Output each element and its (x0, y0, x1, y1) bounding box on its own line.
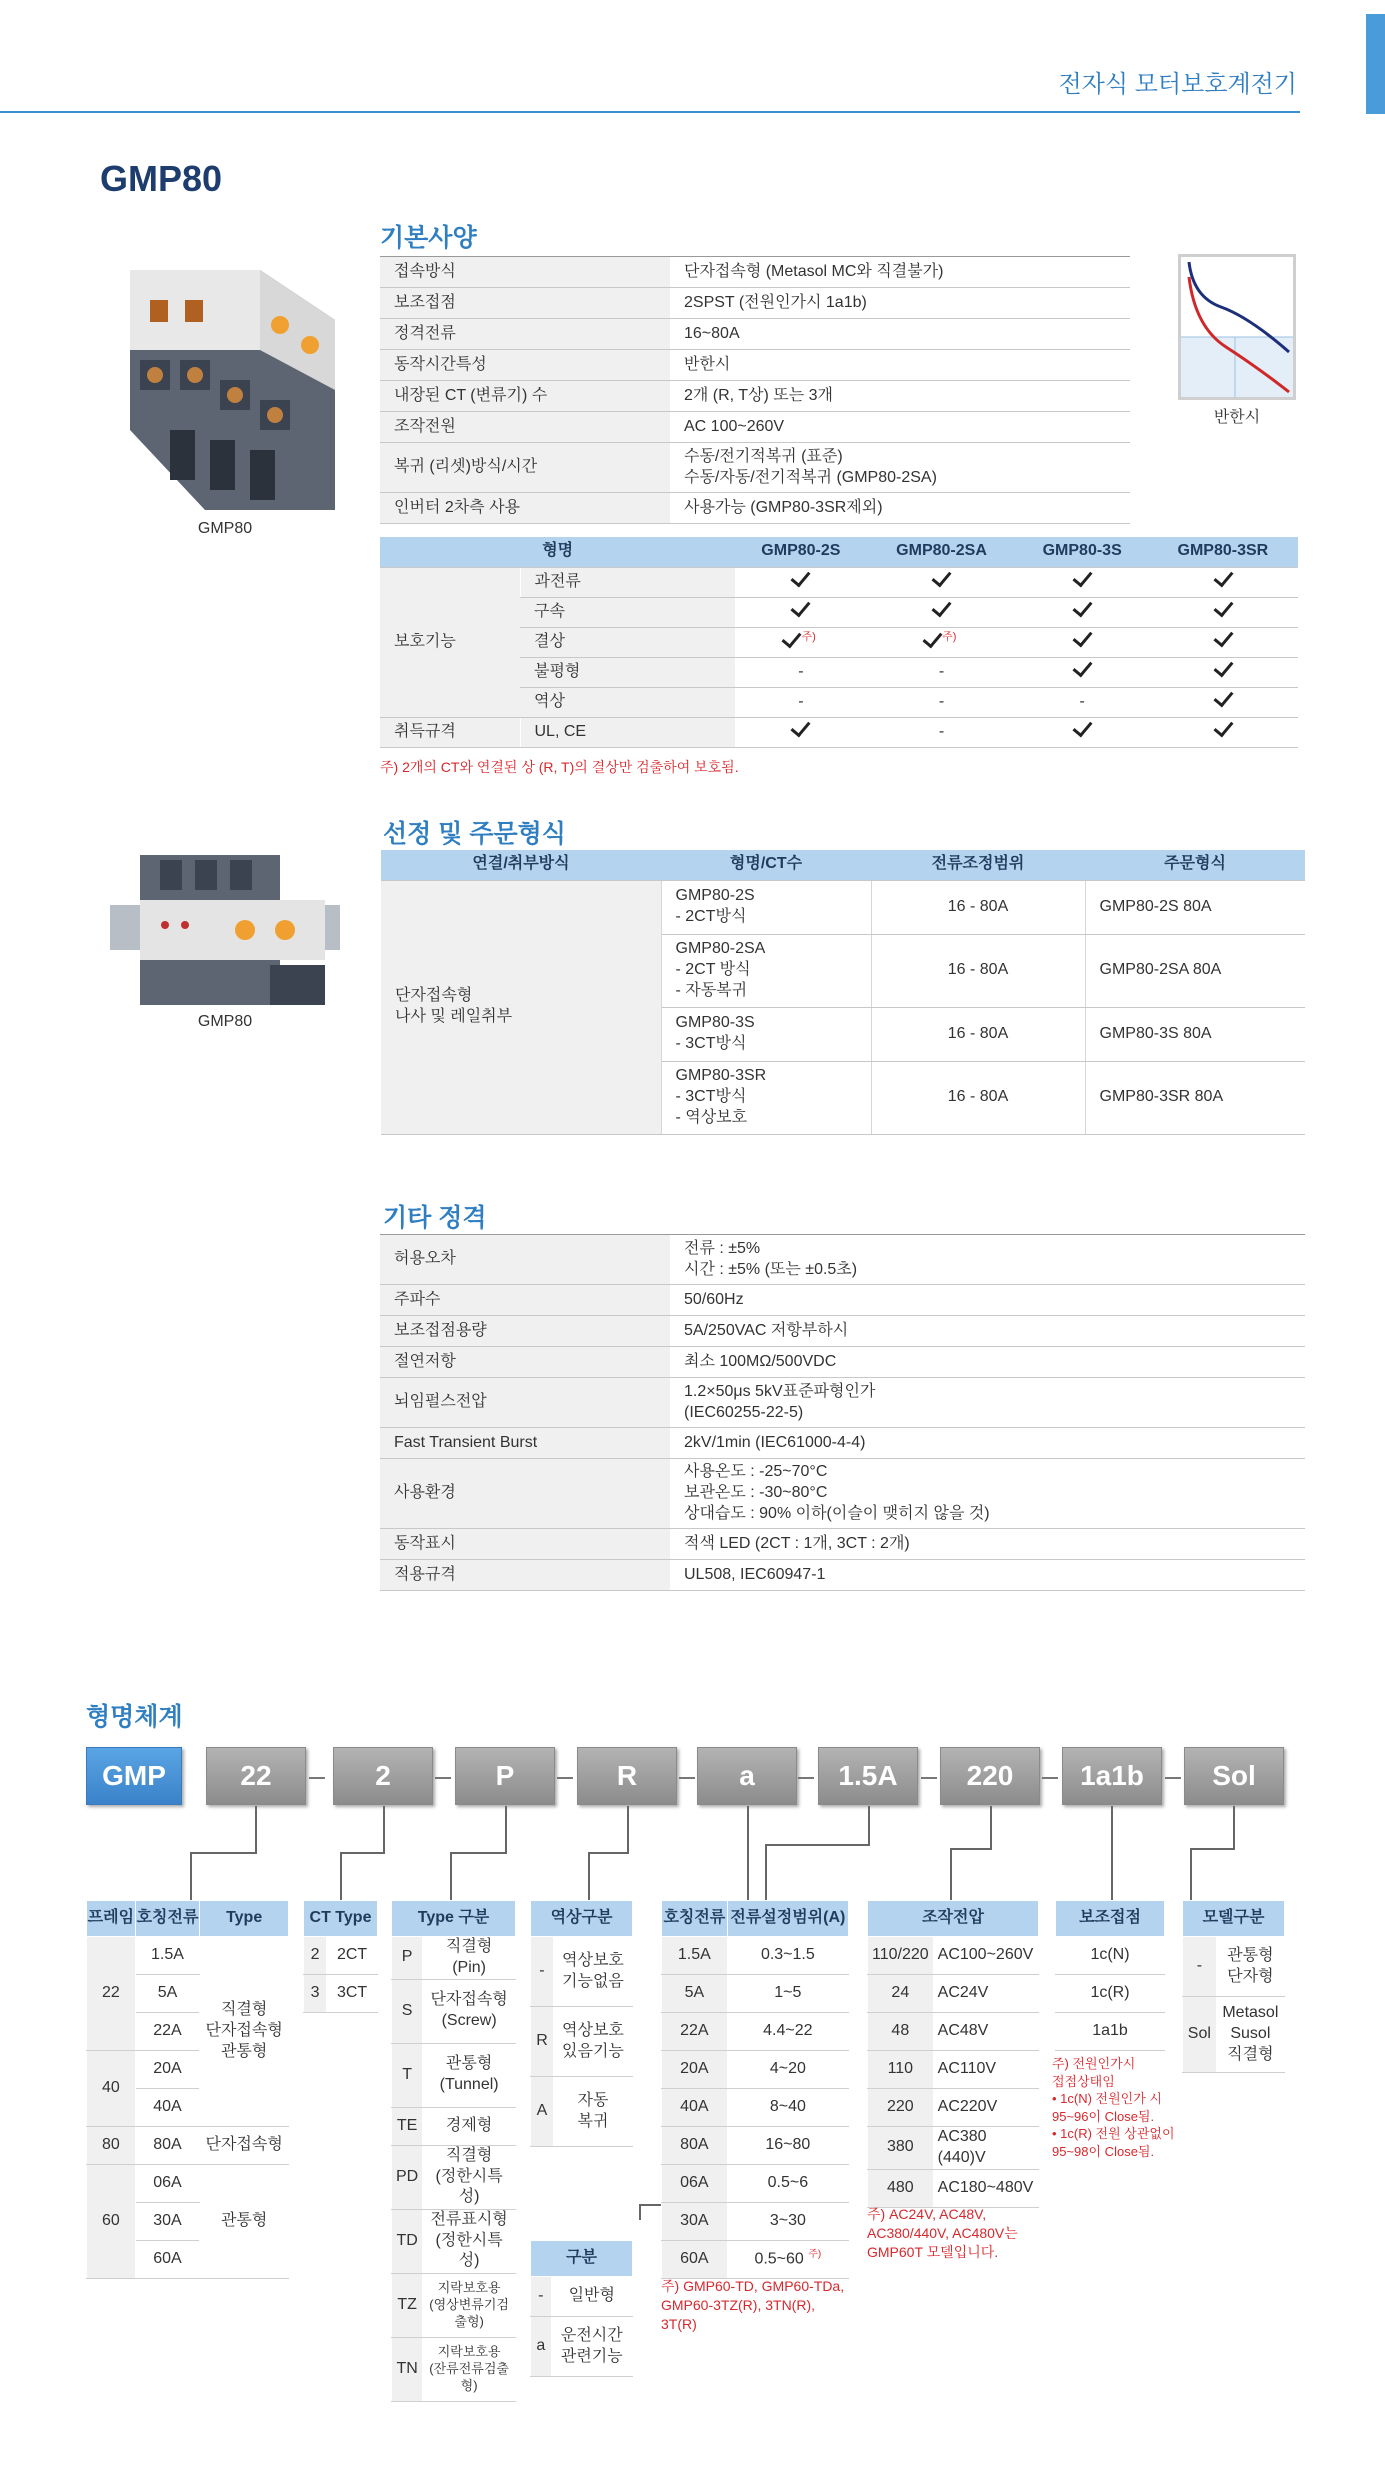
spec-row (380, 1378, 1305, 1428)
column-header: GMP80-3S (1017, 537, 1148, 567)
desc-cell: 0.5~6 (727, 2165, 848, 2203)
spec-label: 접속방식 (380, 257, 670, 288)
spec-value: 전류 : ±5% 시간 : ±5% (또는 ±0.5초) (670, 1235, 1305, 1285)
cell (1148, 567, 1298, 597)
desc-cell: 관통형 (Tunnel) (423, 2043, 516, 2107)
product-image-caption: GMP80 (197, 520, 253, 537)
frame-cell: 40 (87, 2051, 136, 2127)
connector-line (1190, 1848, 1235, 1850)
connector-line (190, 1852, 192, 1900)
check-icon (922, 627, 942, 648)
current-range: 16 - 80A (871, 1061, 1085, 1134)
code-table (391, 1900, 516, 2402)
code-table (1055, 1900, 1165, 2051)
code-cell: 20A (662, 2051, 728, 2089)
check-icon (791, 596, 811, 617)
spec-value: 50/60Hz (670, 1285, 1305, 1316)
basic-spec-table (380, 256, 1130, 524)
section-title-selection: 선정 및 주문형식 (383, 820, 566, 848)
column-header: 구분 (531, 2241, 633, 2277)
order-code: GMP80-3S 80A (1085, 1007, 1305, 1061)
check-icon (1072, 716, 1092, 737)
code-table (303, 1900, 378, 2013)
code-cell: S (392, 1979, 423, 2043)
code-cell: 110/220 (868, 1937, 934, 1975)
spec-label: 내장된 CT (변류기) 수 (380, 381, 670, 412)
spec-row (380, 493, 1130, 524)
code-box: 220 (940, 1747, 1040, 1805)
cell (735, 567, 866, 597)
spec-row (380, 350, 1130, 381)
desc-cell: 직결형 (정한시특성) (423, 2145, 516, 2209)
desc-cell: 0.3~1.5 (727, 1937, 848, 1975)
rated-current-cell: 20A (135, 2051, 200, 2089)
column-header: CT Type (304, 1901, 378, 1937)
column-header: 호칭전류 (135, 1901, 200, 1937)
cell (1017, 717, 1148, 747)
code-box: a (697, 1747, 797, 1805)
connector-line (627, 1806, 629, 1854)
code-box: R (577, 1747, 677, 1805)
spec-row (380, 1459, 1305, 1529)
code-table (1182, 1900, 1285, 2073)
type-cell: 직결형 단자접속형 관통형 (200, 1937, 289, 2127)
desc-cell: 2CT (327, 1937, 378, 1975)
check-icon (791, 566, 811, 587)
spec-label: 동작표시 (380, 1529, 670, 1560)
rated-current-cell: 80A (135, 2127, 200, 2165)
code-cell: 480 (868, 2169, 934, 2207)
cell (1148, 657, 1298, 687)
code-cell: - (1183, 1937, 1217, 1997)
code-table (867, 1900, 1039, 2208)
cell (735, 597, 866, 627)
connector-line (868, 1806, 870, 1846)
code-cell: 48 (868, 2013, 934, 2051)
spec-label: 보조접점용량 (380, 1316, 670, 1347)
trip-curve-caption: 반한시 (1213, 409, 1261, 426)
selection-table (381, 850, 1305, 1135)
rated-current-cell: 22A (135, 2013, 200, 2051)
spec-value: 적색 LED (2CT : 1개, 3CT : 2개) (670, 1529, 1305, 1560)
desc-cell: 역상보호 있음기능 (553, 2007, 632, 2077)
spec-value: 2kV/1min (IEC61000-4-4) (670, 1428, 1305, 1459)
row-group-label: 취득규격 (380, 717, 520, 747)
page-header-title: 전자식 모터보호계전기 (1058, 71, 1297, 98)
frame-cell: 22 (87, 1937, 136, 2051)
code-cell: TE (392, 2107, 423, 2145)
spec-value: AC 100~260V (670, 412, 1130, 443)
code-cell: 30A (662, 2203, 728, 2241)
column-header: 연결/취부방식 (381, 850, 661, 880)
trip-curve-image (1178, 254, 1296, 400)
rated-current-cell: 1.5A (135, 1937, 200, 1975)
cell (1148, 597, 1298, 627)
desc-cell: 경제형 (423, 2107, 516, 2145)
code-table (86, 1900, 289, 2279)
code-box: 22 (206, 1747, 306, 1805)
desc-cell: 직결형 (Pin) (423, 1937, 516, 1980)
rated-current-cell: 40A (135, 2089, 200, 2127)
rated-current-cell: 60A (135, 2241, 200, 2279)
check-icon (1072, 626, 1092, 647)
column-header: 전류설정범위(A) (727, 1901, 848, 1937)
row-group-label: 보호기능 (380, 567, 520, 717)
connector-line (505, 1806, 507, 1854)
spec-row (380, 1316, 1305, 1347)
code-table (530, 1900, 633, 2147)
spec-value: 5A/250VAC 저항부하시 (670, 1316, 1305, 1347)
rated-current-cell: 06A (135, 2165, 200, 2203)
product-image-gmp80 (110, 230, 340, 520)
desc-cell: AC24V (933, 1975, 1038, 2013)
code-cell: 80A (662, 2127, 728, 2165)
connector-line (588, 1852, 629, 1854)
code-separator (921, 1777, 937, 1779)
column-header: GMP80-3SR (1148, 537, 1298, 567)
desc-cell: 일반형 (551, 2277, 632, 2317)
spec-row (380, 1560, 1305, 1591)
selection-row (381, 880, 1305, 934)
code-table (530, 2240, 633, 2377)
code-cell: a (531, 2317, 552, 2377)
section-title-other: 기타 정격 (383, 1204, 487, 1232)
code-cell: TZ (392, 2273, 423, 2337)
code-cell: - (531, 2277, 552, 2317)
spec-label: Fast Transient Burst (380, 1428, 670, 1459)
desc-cell: Metasol Susol 직결형 (1216, 1997, 1284, 2073)
protection-row (380, 567, 1298, 597)
cell (735, 627, 866, 657)
code-cell: 2 (304, 1937, 327, 1975)
desc-cell: 3~30 (727, 2203, 848, 2241)
spec-label: 주파수 (380, 1285, 670, 1316)
column-header: Type 구분 (392, 1901, 516, 1937)
connector-line (1190, 1848, 1192, 1900)
desc-cell: 1a1b (1056, 2013, 1165, 2051)
connector-line (190, 1852, 257, 1854)
desc-cell: 1~5 (727, 1975, 848, 2013)
check-icon (1072, 566, 1092, 587)
connector-line (340, 1852, 385, 1854)
check-icon (1213, 656, 1233, 677)
spec-value: UL508, IEC60947-1 (670, 1560, 1305, 1591)
cell (1017, 657, 1148, 687)
code-cell: 380 (868, 2127, 934, 2170)
model-ct: GMP80-3S - 3CT방식 (661, 1007, 871, 1061)
code-cell: TD (392, 2209, 423, 2273)
spec-label: 복귀 (리셋)방식/시간 (380, 443, 670, 493)
code-separator (557, 1777, 573, 1779)
code-cell: TN (392, 2337, 423, 2401)
spec-label: 보조접점 (380, 288, 670, 319)
spec-value: 사용온도 : -25~70°C 보관온도 : -30~80°C 상대습도 : 90% 이하(이슬이 맺히지 않을 것) (670, 1459, 1305, 1529)
cell (1017, 567, 1148, 597)
connector-line (990, 1806, 992, 1850)
model-ct: GMP80-2SA - 2CT 방식 - 자동복귀 (661, 934, 871, 1007)
column-header: 형명/CT수 (661, 850, 871, 880)
column-header: 주문형식 (1085, 850, 1305, 880)
cell (1148, 717, 1298, 747)
connector-line (950, 1848, 952, 1900)
column-header: 프레임 (87, 1901, 136, 1937)
code-cell: R (531, 2007, 554, 2077)
check-icon (932, 566, 952, 587)
cell: - (866, 687, 1016, 717)
code-table (661, 1900, 849, 2279)
spec-value: 수동/전기적복귀 (표준) 수동/자동/전기적복귀 (GMP80-2SA) (670, 443, 1130, 493)
check-icon (1213, 626, 1233, 647)
code-cell: 1.5A (662, 1937, 728, 1975)
code-cell: Sol (1183, 1997, 1217, 2073)
aux-contact-note: 주) 전원인가시 접점상태임 • 1c(N) 전원인가 시 95~96이 Close됨. • 1c(R) 전원 상관없이 95~98이 Close됨. (1052, 2056, 1175, 2159)
desc-cell: 운전시간 관련기능 (551, 2317, 632, 2377)
rated-current-cell: 30A (135, 2203, 200, 2241)
connector-line (340, 1852, 342, 1900)
spec-row (380, 1428, 1305, 1459)
connector-line (255, 1806, 257, 1854)
current-range: 16 - 80A (871, 880, 1085, 934)
code-cell: 5A (662, 1975, 728, 2013)
desc-cell: 관통형 단자형 (1216, 1937, 1284, 1997)
spec-label: 동작시간특성 (380, 350, 670, 381)
column-header: 역상구분 (531, 1901, 633, 1937)
desc-cell: 4~20 (727, 2051, 848, 2089)
desc-cell: 1c(R) (1056, 1975, 1165, 2013)
current-range: 16 - 80A (871, 1007, 1085, 1061)
code-box: 1a1b (1062, 1747, 1162, 1805)
connector-line (588, 1852, 590, 1900)
desc-cell: 역상보호 기능없음 (553, 1937, 632, 2007)
type-cell: 단자접속형 (200, 2127, 289, 2165)
desc-cell: 전류표시형 (정한시특성) (423, 2209, 516, 2273)
spec-row (380, 257, 1130, 288)
code-cell: P (392, 1937, 423, 1980)
voltage-note: 주) AC24V, AC48V, AC380/440V, AC480V는 GMP60T 모델입니다. (867, 2206, 1018, 2260)
frame-cell: 80 (87, 2127, 136, 2165)
cell: - (866, 717, 1016, 747)
connector-line (1233, 1806, 1235, 1850)
spec-row (380, 1529, 1305, 1560)
note-mark: 주) (801, 631, 816, 644)
code-cell: 220 (868, 2089, 934, 2127)
column-header: 전류조정범위 (871, 850, 1085, 880)
spec-label: 절연저항 (380, 1347, 670, 1378)
desc-cell: 16~80 (727, 2127, 848, 2165)
spec-value: 최소 100MΩ/500VDC (670, 1347, 1305, 1378)
cell (866, 627, 1016, 657)
spec-label: 적용규격 (380, 1560, 670, 1591)
code-cell: 06A (662, 2165, 728, 2203)
product-image-caption-2: GMP80 (197, 1013, 253, 1030)
column-header: 호칭전류 (662, 1901, 728, 1937)
connector-line (639, 2204, 641, 2220)
check-icon (1213, 686, 1233, 707)
order-code: GMP80-2S 80A (1085, 880, 1305, 934)
model-title: GMP80 (100, 158, 223, 199)
cell: - (735, 687, 866, 717)
row-label: 역상 (520, 687, 735, 717)
spec-label: 뇌임펄스전압 (380, 1378, 670, 1428)
current-note: 주) GMP60-TD, GMP60-TDa, GMP60-3TZ(R), 3TN(R), 3T(R) (661, 2278, 845, 2332)
spec-row (380, 319, 1130, 350)
desc-cell: 지락보호용 (잔류전류검출형) (423, 2337, 516, 2401)
order-code: GMP80-2SA 80A (1085, 934, 1305, 1007)
code-cell: 110 (868, 2051, 934, 2089)
product-image-gmp80-rail (110, 850, 340, 1010)
code-separator (679, 1777, 695, 1779)
section-title-basic: 기본사양 (380, 224, 477, 252)
spec-row (380, 412, 1130, 443)
column-header: Type (200, 1901, 289, 1937)
code-cell: 60A (662, 2241, 728, 2279)
spec-value: 반한시 (670, 350, 1130, 381)
code-separator (798, 1777, 814, 1779)
code-box: Sol (1184, 1747, 1284, 1805)
cell (1148, 687, 1298, 717)
header-accent-tab (1366, 14, 1385, 114)
cell (866, 567, 1016, 597)
row-label: 불평형 (520, 657, 735, 687)
row-label: 과전류 (520, 567, 735, 597)
connector-line (383, 1806, 385, 1854)
column-header: 모델구분 (1183, 1901, 1285, 1937)
rated-current-cell: 5A (135, 1975, 200, 2013)
spec-value: 2SPST (전원인가시 1a1b) (670, 288, 1130, 319)
desc-cell: AC110V (933, 2051, 1038, 2089)
code-cell: PD (392, 2145, 423, 2209)
cell: - (1017, 687, 1148, 717)
column-header: 보조접점 (1056, 1901, 1165, 1937)
model-ct: GMP80-2S - 2CT방식 (661, 880, 871, 934)
column-header: 형명 (380, 537, 735, 567)
other-spec-table (380, 1234, 1305, 1591)
connector-line (450, 1852, 452, 1900)
order-code: GMP80-3SR 80A (1085, 1061, 1305, 1134)
spec-value: 1.2×50μs 5kV표준파형인가 (IEC60255-22-5) (670, 1378, 1305, 1428)
spec-value: 사용가능 (GMP80-3SR제외) (670, 493, 1130, 524)
desc-cell: 8~40 (727, 2089, 848, 2127)
desc-cell: AC380 (440)V (933, 2127, 1038, 2170)
check-icon (932, 596, 952, 617)
code-cell: 22A (662, 2013, 728, 2051)
cell (1017, 627, 1148, 657)
check-icon (1072, 596, 1092, 617)
cell: - (735, 657, 866, 687)
code-box: 1.5A (818, 1747, 918, 1805)
code-cell: A (531, 2077, 554, 2147)
check-icon (1213, 566, 1233, 587)
spec-label: 정격전류 (380, 319, 670, 350)
spec-value: 단자접속형 (Metasol MC와 직결불가) (670, 257, 1130, 288)
spec-row (380, 288, 1130, 319)
code-box: 2 (333, 1747, 433, 1805)
current-range: 16 - 80A (871, 934, 1085, 1007)
section-title-naming: 형명체계 (86, 1703, 183, 1731)
cell (1017, 597, 1148, 627)
spec-label: 조작전원 (380, 412, 670, 443)
protection-row (380, 717, 1298, 747)
mount-type: 단자접속형 나사 및 레일취부 (381, 880, 661, 1134)
cell (866, 597, 1016, 627)
spec-value: 16~80A (670, 319, 1130, 350)
cell: - (866, 657, 1016, 687)
spec-label: 허용오차 (380, 1235, 670, 1285)
model-ct: GMP80-3SR - 3CT방식 - 역상보호 (661, 1061, 871, 1134)
spec-label: 사용환경 (380, 1459, 670, 1529)
desc-cell: AC100~260V (933, 1937, 1038, 1975)
row-label: 결상 (520, 627, 735, 657)
check-icon (1213, 716, 1233, 737)
check-icon (791, 716, 811, 737)
desc-cell: AC220V (933, 2089, 1038, 2127)
desc-cell: 0.5~60 $^{주)}$ (727, 2241, 848, 2279)
protection-note: 주) 2개의 CT와 연결된 상 (R, T)의 결상만 검출하여 보호됨. (380, 759, 739, 775)
note-mark: 주) (942, 631, 957, 644)
connector-line (765, 1844, 870, 1846)
spec-label: 인버터 2차측 사용 (380, 493, 670, 524)
code-cell: - (531, 1937, 554, 2007)
desc-cell: 단자접속형 (Screw) (423, 1979, 516, 2043)
desc-cell: 4.4~22 (727, 2013, 848, 2051)
check-icon (1072, 656, 1092, 677)
cell (735, 717, 866, 747)
spec-row (380, 443, 1130, 493)
connector-line (765, 1844, 767, 1900)
connector-line (950, 1848, 992, 1850)
spec-row (380, 1235, 1305, 1285)
check-icon (781, 627, 801, 648)
protection-table (380, 537, 1298, 748)
desc-cell: 3CT (327, 1975, 378, 2013)
cell (1148, 627, 1298, 657)
spec-row (380, 381, 1130, 412)
spec-row (380, 1285, 1305, 1316)
desc-cell: 지락보호용 (영상변류기검출형) (423, 2273, 516, 2337)
column-header: 조작전압 (868, 1901, 1039, 1937)
code-cell: 3 (304, 1975, 327, 2013)
code-separator (435, 1777, 451, 1779)
type-cell: 관통형 (200, 2165, 289, 2279)
column-header: GMP80-2SA (866, 537, 1016, 567)
code-separator (1165, 1777, 1181, 1779)
check-icon (1213, 596, 1233, 617)
code-separator (1042, 1777, 1058, 1779)
frame-cell: 60 (87, 2165, 136, 2279)
row-label: 구속 (520, 597, 735, 627)
code-cell: 24 (868, 1975, 934, 2013)
header-divider (0, 111, 1300, 113)
desc-cell: 1c(N) (1056, 1937, 1165, 1975)
spec-row (380, 1347, 1305, 1378)
desc-cell: AC180~480V (933, 2169, 1038, 2207)
row-label: UL, CE (520, 717, 735, 747)
code-separator (309, 1777, 325, 1779)
code-box: GMP (86, 1747, 182, 1805)
spec-value: 2개 (R, T상) 또는 3개 (670, 381, 1130, 412)
code-cell: T (392, 2043, 423, 2107)
code-box: P (455, 1747, 555, 1805)
connector-line (1111, 1806, 1113, 1900)
code-cell: 40A (662, 2089, 728, 2127)
connector-line (450, 1852, 507, 1854)
desc-cell: 자동 복귀 (553, 2077, 632, 2147)
column-header: GMP80-2S (735, 537, 866, 567)
desc-cell: AC48V (933, 2013, 1038, 2051)
